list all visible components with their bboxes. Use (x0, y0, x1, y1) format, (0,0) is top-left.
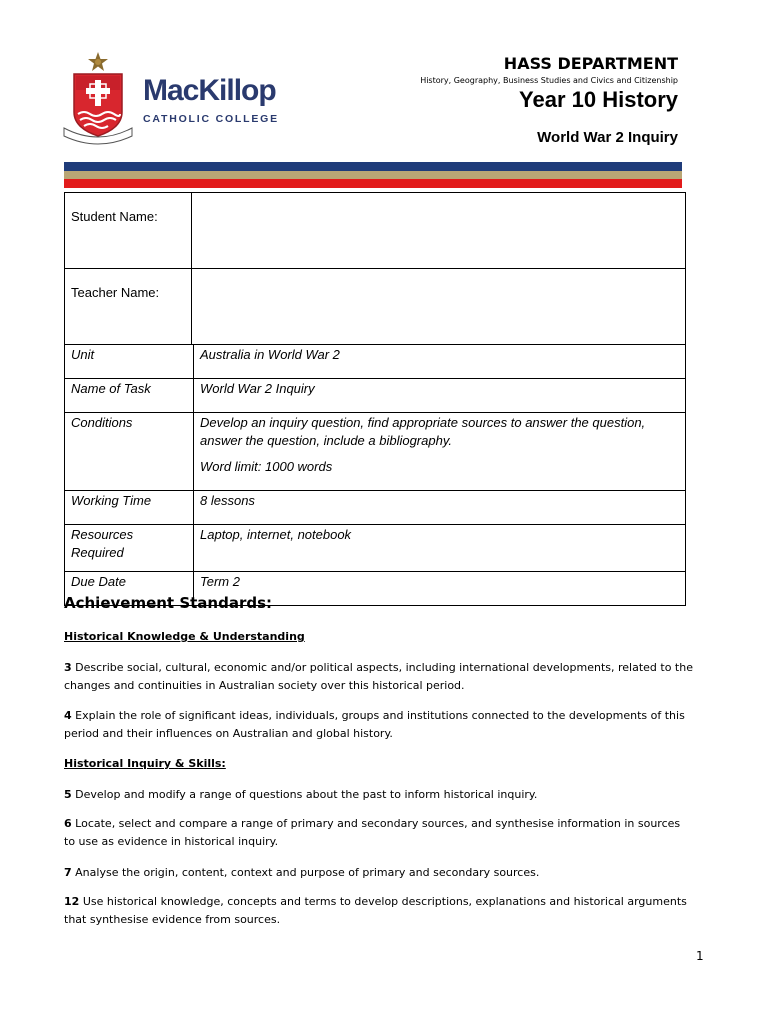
standard-number: 7 (64, 866, 72, 879)
college-subtitle: CATHOLIC COLLEGE (143, 113, 279, 125)
standard-text: Locate, select and compare a range of primary and secondary sources, and synthesise information in sources to use as evidence in historical inquiry. (64, 817, 681, 848)
info-key: Due Date (65, 572, 194, 606)
standard-number: 12 (64, 895, 80, 908)
info-value-text: Develop an inquiry question, find appropriate sources to answer the question, answer the question, include a bibliography. (200, 415, 646, 448)
standard-text: Explain the role of significant ideas, individuals, groups and institutions connected to the developments of this period and their influences on Australian and global history. (64, 709, 685, 740)
knowledge-heading: Historical Knowledge & Understanding (64, 630, 305, 643)
knowledge-section (64, 630, 694, 643)
course-title: Year 10 History (519, 87, 678, 112)
info-value-text: Laptop, internet, notebook (200, 527, 352, 542)
task-title: World War 2 Inquiry (537, 129, 678, 146)
info-value-text: Term 2 (200, 574, 240, 589)
info-key: Resources Required (65, 525, 194, 572)
gold-stripe (64, 171, 682, 179)
achievement-standards (64, 594, 694, 612)
navy-stripe (64, 162, 682, 171)
standard-item (64, 659, 694, 695)
standard-number: 6 (64, 817, 72, 830)
standard-text: Develop and modify a range of questions about the past to inform historical inquiry. (75, 788, 538, 801)
standard-number: 5 (64, 788, 72, 801)
student-row (65, 193, 686, 269)
standard-item (64, 893, 694, 929)
standard-item (64, 707, 694, 743)
info-key: Conditions (65, 413, 194, 491)
standard-number: 4 (64, 709, 72, 722)
standard-text: Analyse the origin, content, context and purpose of primary and secondary sources. (75, 866, 540, 879)
info-row-conditions (65, 413, 686, 491)
college-wordmark (143, 76, 279, 125)
info-row-task (65, 379, 686, 413)
info-row-working-time (65, 491, 686, 525)
info-value-text: Word limit: 1000 words (200, 459, 333, 474)
student-name-field[interactable] (192, 193, 686, 269)
teacher-name-field[interactable] (192, 269, 686, 345)
info-key: Working Time (65, 491, 194, 525)
standard-item (64, 815, 694, 851)
standard-number: 3 (64, 661, 72, 674)
info-key: Unit (65, 345, 194, 379)
college-name: MacKillop (143, 74, 276, 107)
student-name-label: Student Name: (65, 193, 192, 269)
info-value (194, 413, 686, 491)
red-stripe (64, 179, 682, 188)
info-value (194, 345, 686, 379)
info-value-text: World War 2 Inquiry (200, 381, 315, 396)
teacher-row (65, 269, 686, 345)
skills-section (64, 757, 694, 770)
name-table (64, 192, 686, 345)
task-info-table (64, 344, 686, 606)
standard-item (64, 786, 694, 804)
standard-text: Use historical knowledge, concepts and terms to develop descriptions, explanations and historical arguments that synthesise evidence from sources. (64, 895, 687, 926)
info-value-text: Australia in World War 2 (200, 347, 340, 362)
info-row-resources (65, 525, 686, 572)
standards-heading: Achievement Standards: (64, 594, 273, 612)
info-value (194, 379, 686, 413)
department-subtitle: History, Geography, Business Studies and Civics and Citizenship (420, 76, 678, 85)
star-icon (88, 52, 108, 71)
info-row-unit (65, 345, 686, 379)
skills-heading: Historical Inquiry & Skills: (64, 757, 226, 770)
info-value (194, 491, 686, 525)
department-title: HASS DEPARTMENT (503, 54, 678, 73)
standard-text: Describe social, cultural, economic and/or political aspects, including international developments, related to the changes and continuities in Australian society over this historical period. (64, 661, 693, 692)
info-value (194, 525, 686, 572)
standard-item (64, 864, 694, 882)
page-number: 1 (696, 949, 704, 963)
info-value-text: 8 lessons (200, 493, 255, 508)
teacher-name-label: Teacher Name: (65, 269, 192, 345)
info-key: Name of Task (65, 379, 194, 413)
